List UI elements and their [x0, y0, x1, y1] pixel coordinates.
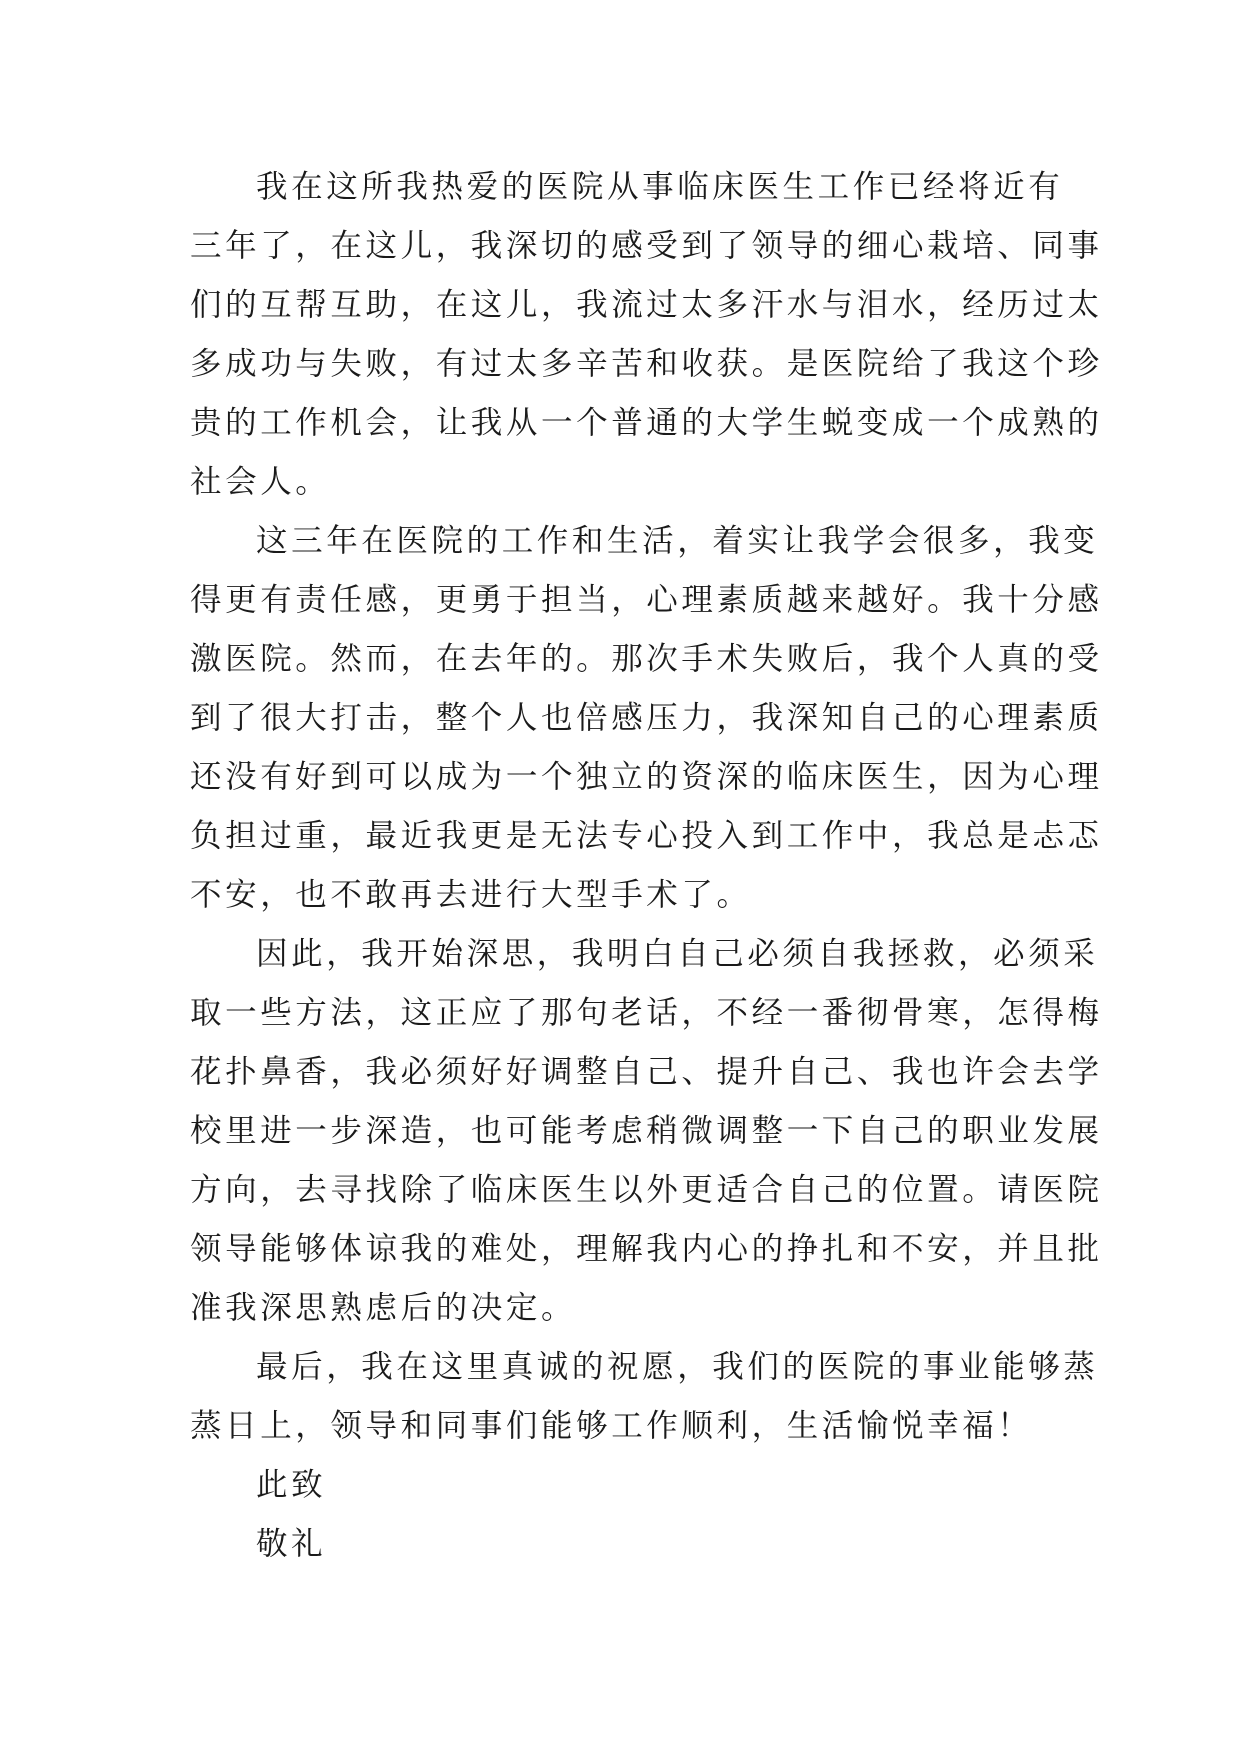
paragraph-2-line-6: 负担过重，最近我更是无法专心投入到工作中，我总是忐忑 [190, 818, 1103, 854]
paragraph-3-line-6: 领导能够体谅我的难处，理解我内心的挣扎和不安，并且批 [190, 1231, 1103, 1267]
paragraph-3-line-5: 方向，去寻找除了临床医生以外更适合自己的位置。请医院 [190, 1172, 1103, 1208]
paragraph-4-line-1: 最后，我在这里真诚的祝愿，我们的医院的事业能够蒸 [256, 1349, 1099, 1385]
paragraph-3-line-4: 校里进一步深造，也可能考虑稍微调整一下自己的职业发展 [190, 1113, 1103, 1149]
paragraph-2-line-3: 激医院。然而，在去年的。那次手术失败后，我个人真的受 [190, 641, 1103, 677]
paragraph-1-line-6: 社会人。 [190, 464, 331, 500]
paragraph-1-line-4: 多成功与失败，有过太多辛苦和收获。是医院给了我这个珍 [190, 346, 1103, 382]
paragraph-1-line-3: 们的互帮互助，在这儿，我流过太多汗水与泪水，经历过太 [190, 287, 1103, 323]
paragraph-4-line-2: 蒸日上，领导和同事们能够工作顺利，生活愉悦幸福！ [190, 1408, 1033, 1444]
paragraph-1-line-5: 贵的工作机会，让我从一个普通的大学生蜕变成一个成熟的 [190, 405, 1103, 441]
letter-body [190, 158, 1103, 1574]
paragraph-1-line-2: 三年了，在这儿，我深切的感受到了领导的细心栽培、同事 [190, 228, 1103, 264]
paragraph-3-line-3: 花扑鼻香，我必须好好调整自己、提升自己、我也许会去学 [190, 1054, 1103, 1090]
closing-salutation: 此致 [256, 1467, 327, 1503]
paragraph-2-line-7: 不安，也不敢再去进行大型手术了。 [190, 877, 752, 913]
paragraph-2-line-1: 这三年在医院的工作和生活，着实让我学会很多，我变 [256, 523, 1099, 559]
paragraph-3-line-2: 取一些方法，这正应了那句老话，不经一番彻骨寒，怎得梅 [190, 995, 1103, 1031]
closing-regards: 敬礼 [256, 1526, 327, 1562]
paragraph-2-line-5: 还没有好到可以成为一个独立的资深的临床医生，因为心理 [190, 759, 1103, 795]
paragraph-2-line-2: 得更有责任感，更勇于担当，心理素质越来越好。我十分感 [190, 582, 1103, 618]
paragraph-2-line-4: 到了很大打击，整个人也倍感压力，我深知自己的心理素质 [190, 700, 1103, 736]
paragraph-3-line-7: 准我深思熟虑后的决定。 [190, 1290, 577, 1326]
paragraph-3-line-1: 因此，我开始深思，我明白自己必须自我拯救，必须采 [256, 936, 1099, 972]
paragraph-1-line-1: 我在这所我热爱的医院从事临床医生工作已经将近有 [256, 169, 1064, 205]
